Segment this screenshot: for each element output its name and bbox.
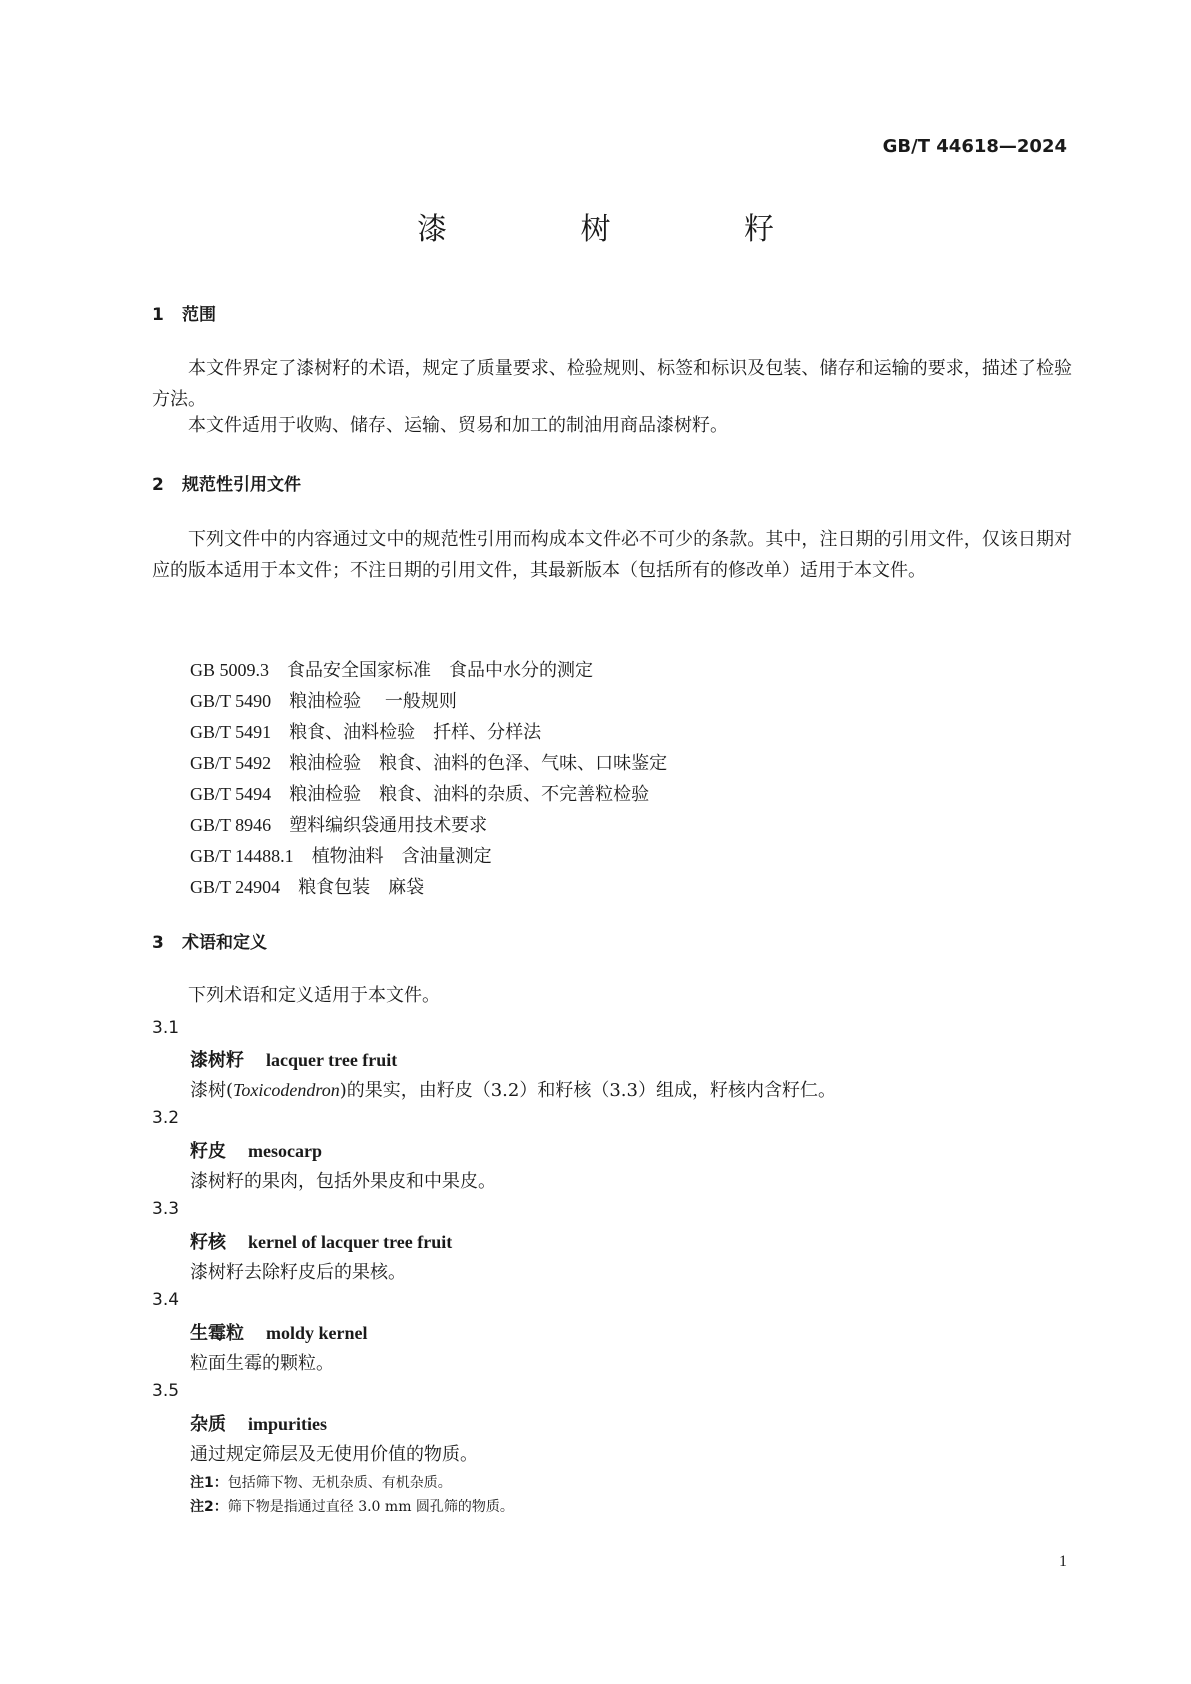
references-intro-paragraph: 下列文件中的内容通过文中的规范性引用而构成本文件必不可少的条款。其中，注日期的引用文件，仅该日期对应的版本适用于本文件；不注日期的引用文件，其最新版本（包括所有的修改单）适用于本文件。 bbox=[152, 529, 1072, 581]
note bbox=[190, 1496, 514, 1516]
reference-item bbox=[190, 717, 667, 748]
terms-intro-paragraph: 下列术语和定义适用于本文件。 bbox=[188, 985, 440, 1006]
document-title: 漆 树 籽 bbox=[416, 212, 837, 247]
reference-code: GB/T 5490 bbox=[190, 691, 272, 711]
term-heading bbox=[190, 1319, 368, 1345]
page-number: 1 bbox=[1059, 1553, 1067, 1570]
reference-title: 塑料编织袋通用技术要求 bbox=[289, 815, 488, 836]
note bbox=[190, 1472, 452, 1492]
standard-code: GB/T 44618—2024 bbox=[882, 136, 1067, 157]
term-heading bbox=[190, 1228, 452, 1254]
term-zh: 杂质 bbox=[190, 1414, 226, 1435]
term-en: moldy kernel bbox=[266, 1323, 368, 1343]
reference-code: GB/T 5491 bbox=[190, 722, 272, 742]
term-definition-latin-name: Toxicodendron bbox=[233, 1080, 340, 1100]
note-text: 筛下物是指通过直径 3.0 mm 圆孔筛的物质。 bbox=[227, 1499, 514, 1515]
term-definition: 通过规定筛层及无使用价值的物质。 bbox=[190, 1444, 478, 1465]
note-label: 注2： bbox=[190, 1499, 228, 1515]
term-zh: 生霉粒 bbox=[190, 1323, 244, 1344]
reference-title: 粮油检验 粮食、油料的色泽、气味、口味鉴定 bbox=[289, 753, 668, 774]
reference-code: GB/T 8946 bbox=[190, 815, 272, 835]
reference-code: GB/T 14488.1 bbox=[190, 846, 294, 866]
term-zh: 籽皮 bbox=[190, 1141, 226, 1162]
section-heading-terms-definitions bbox=[152, 928, 267, 953]
term-definition: 漆树籽的果肉，包括外果皮和中果皮。 bbox=[190, 1171, 496, 1192]
scope-paragraph: 本文件适用于收购、储存、运输、贸易和加工的制油用商品漆树籽。 bbox=[188, 415, 728, 436]
section-title: 规范性引用文件 bbox=[182, 475, 301, 495]
term-en: lacquer tree fruit bbox=[266, 1050, 398, 1070]
reference-title: 粮食、油料检验 扦样、分样法 bbox=[289, 722, 542, 743]
reference-item bbox=[190, 872, 667, 903]
reference-code: GB/T 5494 bbox=[190, 784, 272, 804]
term-en: mesocarp bbox=[248, 1141, 322, 1161]
term-en: impurities bbox=[248, 1414, 327, 1434]
reference-item bbox=[190, 686, 667, 717]
term-definition: 漆树籽去除籽皮后的果核。 bbox=[190, 1262, 406, 1283]
reference-title: 食品安全国家标准 食品中水分的测定 bbox=[287, 660, 594, 681]
reference-title: 粮油检验 粮食、油料的杂质、不完善粒检验 bbox=[289, 784, 650, 805]
term-definition: 粒面生霉的颗粒。 bbox=[190, 1353, 334, 1374]
reference-title: 粮食包装 麻袋 bbox=[298, 877, 425, 898]
reference-item bbox=[190, 655, 667, 686]
section-number: 1 bbox=[152, 305, 164, 325]
term-heading bbox=[190, 1137, 322, 1163]
term-number: 3.4 bbox=[152, 1290, 180, 1310]
reference-code: GB/T 5492 bbox=[190, 753, 272, 773]
note-label: 注1： bbox=[190, 1475, 228, 1491]
reference-code: GB/T 24904 bbox=[190, 877, 281, 897]
term-number: 3.5 bbox=[152, 1381, 180, 1401]
term-en: kernel of lacquer tree fruit bbox=[248, 1232, 453, 1252]
section-title: 术语和定义 bbox=[182, 933, 267, 953]
section-number: 2 bbox=[152, 475, 164, 495]
term-number: 3.3 bbox=[152, 1199, 180, 1219]
term-zh: 籽核 bbox=[190, 1232, 226, 1253]
scope-paragraph: 本文件界定了漆树籽的术语，规定了质量要求、检验规则、标签和标识及包装、储存和运输的要求，描述了检验方法。 bbox=[152, 358, 1072, 410]
note-text: 包括筛下物、无机杂质、有机杂质。 bbox=[227, 1475, 452, 1491]
reference-list bbox=[190, 655, 667, 903]
term-number: 3.2 bbox=[152, 1108, 180, 1128]
term-definition-text: )的果实，由籽皮（3.2）和籽核（3.3）组成，籽核内含籽仁。 bbox=[339, 1080, 836, 1101]
term-definition bbox=[190, 1076, 836, 1102]
term-number: 3.1 bbox=[152, 1018, 180, 1038]
section-heading-normative-references bbox=[152, 470, 301, 495]
reference-item bbox=[190, 841, 667, 872]
section-title: 范围 bbox=[182, 305, 216, 325]
term-definition-text: 漆树( bbox=[190, 1080, 234, 1101]
term-heading bbox=[190, 1046, 397, 1072]
reference-item bbox=[190, 779, 667, 810]
section-number: 3 bbox=[152, 933, 164, 953]
reference-code: GB 5009.3 bbox=[190, 660, 270, 680]
reference-title: 粮油检验 一般规则 bbox=[289, 691, 457, 712]
section-heading-scope bbox=[152, 300, 216, 325]
term-heading bbox=[190, 1410, 327, 1436]
reference-title: 植物油料 含油量测定 bbox=[311, 846, 492, 867]
term-zh: 漆树籽 bbox=[190, 1050, 244, 1071]
reference-item bbox=[190, 748, 667, 779]
reference-item bbox=[190, 810, 667, 841]
